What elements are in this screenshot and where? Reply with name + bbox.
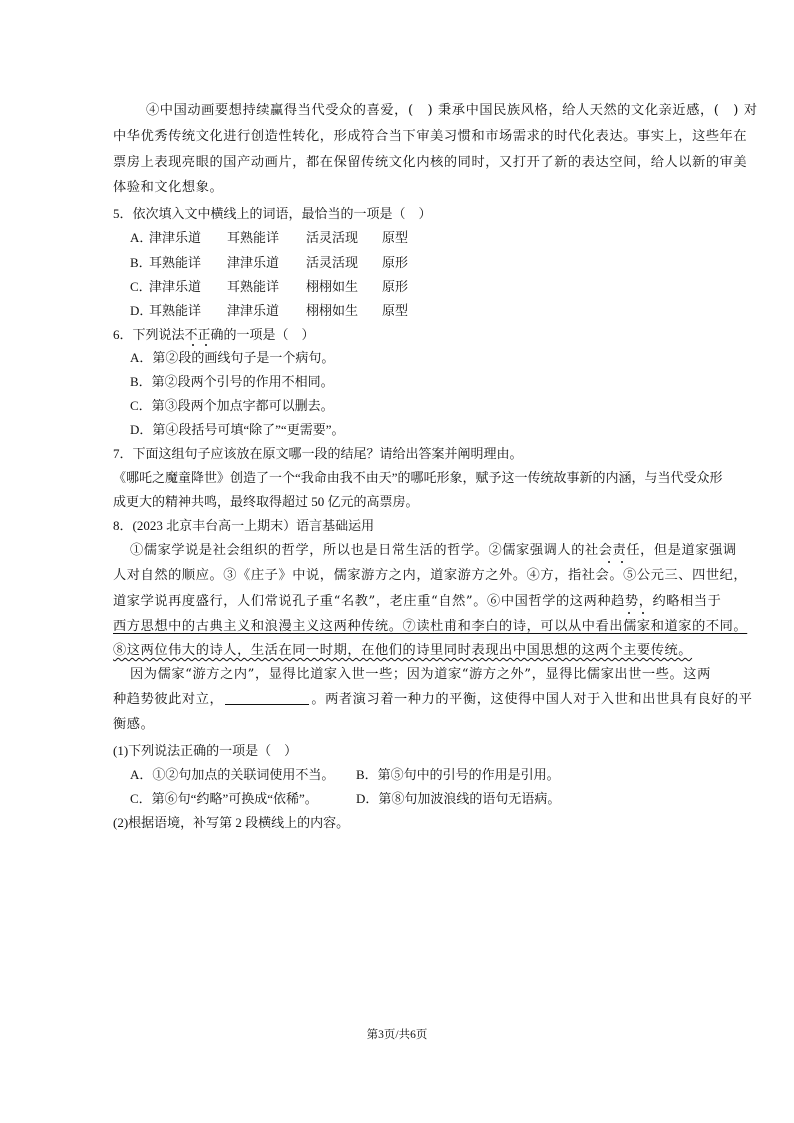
option-word: 原形 bbox=[382, 279, 409, 294]
question6-stem: 6．下列说法不正确的一项是（ ） bbox=[113, 327, 315, 342]
answer-blank[interactable] bbox=[225, 692, 309, 705]
q8-sub1-option-a[interactable]: A．①②句加点的关联词使用不当。 bbox=[130, 767, 335, 782]
emphasis-dot bbox=[628, 612, 630, 614]
option-label: A． bbox=[130, 230, 153, 245]
option-label: D． bbox=[130, 303, 153, 318]
option-word: 津津乐道 bbox=[227, 255, 280, 270]
emphasis-dot bbox=[205, 344, 207, 346]
option-word: 津津乐道 bbox=[149, 230, 202, 245]
q5-option-a[interactable] bbox=[130, 230, 450, 246]
q8-paragraph2-line2 bbox=[113, 692, 753, 708]
option-word: 津津乐道 bbox=[149, 279, 202, 294]
q8-paragraph2-line1: 因为儒家“游方之内”，显得比道家入世一些；因为道家“游方之外”，显得比儒家出世一些。这两 bbox=[130, 667, 711, 682]
option-word: 耳熟能详 bbox=[149, 303, 202, 318]
q8-sub1-option-b[interactable]: B．第⑤句中的引号的作用是引用。 bbox=[356, 767, 560, 782]
option-word: 津津乐道 bbox=[227, 303, 280, 318]
question7-line1: 《哪吒之魔童降世》创造了一个“我命由我不由天”的哪吒形象，赋予这一传统故事新的内涵，与当代受众形 bbox=[113, 470, 723, 485]
q8-paragraph2-line3: 衡感。 bbox=[113, 717, 155, 732]
q6-option-a[interactable]: A．第②段的画线句子是一个病句。 bbox=[130, 350, 335, 365]
q8-paragraph1-line5: ⑧这两位伟大的诗人，生活在同一时期，在他们的诗里同时表现出中国思想的这两个主要传统。 bbox=[113, 643, 693, 658]
question7-line2: 成更大的精神共鸣，最终取得超过 50 亿元的高票房。 bbox=[113, 494, 419, 509]
q8-paragraph1-line3: 道家学说再度盛行，人们常说孔子重“名教”，老庄重“自然”。⑥中国哲学的这两种趋势，约略相当于 bbox=[113, 594, 722, 609]
q8-paragraph1-line4: 西方思想中的古典主义和浪漫主义这两种传统。⑦读杜甫和李白的诗，可以从中看出儒家和道家的不同。 bbox=[113, 619, 748, 634]
q6-option-d[interactable]: D．第④段括号可填“除了”“更需要”。 bbox=[130, 422, 345, 437]
q5-option-d[interactable] bbox=[130, 303, 450, 319]
emphasis-dot bbox=[621, 561, 623, 563]
option-word: 耳熟能详 bbox=[227, 230, 280, 245]
option-label: C． bbox=[130, 279, 152, 294]
option-word: 栩栩如生 bbox=[306, 279, 359, 294]
option-word: 原形 bbox=[382, 255, 409, 270]
q8-paragraph1-line2: 人对自然的顺应。③《庄子》中说，儒家游方之内，道家游方之外。④方，指社会。⑤公元三、四世纪， bbox=[113, 568, 748, 583]
paragraph4-line4: 体验和文化想象。 bbox=[113, 180, 224, 195]
emphasis-dot bbox=[642, 612, 644, 614]
q6-option-c[interactable]: C．第③段两个加点字都可以删去。 bbox=[130, 398, 334, 413]
q6-option-b[interactable]: B．第②段两个引号的作用不相同。 bbox=[130, 374, 334, 389]
paragraph4-line3: 票房上表现亮眼的国产动画片，都在保留传统文化内核的同时，又打开了新的表达空间，给人以新的审美 bbox=[113, 155, 748, 170]
page-number-footer: 第3页/共6页 bbox=[366, 1029, 428, 1041]
option-word: 耳熟能详 bbox=[227, 279, 280, 294]
paragraph4-line1: ④中国动画要想持续赢得当代受众的喜爱，( ) 秉承中国民族风格，给人天然的文化亲近感，( ) 对 bbox=[146, 103, 758, 118]
question8-heading: 8．(2023 北京丰台高一上期末）语言基础运用 bbox=[113, 518, 375, 533]
option-word: 栩栩如生 bbox=[306, 303, 359, 318]
question5-stem: 5．依次填入文中横线上的词语，最恰当的一项是（ ） bbox=[113, 206, 432, 221]
paragraph2-text-after-blank: 。两者演习着一种力的平衡，这使得中国人对于入世和出世具有良好的平 bbox=[311, 692, 753, 707]
paragraph4-line2: 中华优秀传统文化进行创造性转化，形成符合当下审美习惯和市场需求的时代化表达。事实上，这些年在 bbox=[113, 129, 748, 144]
option-word: 原型 bbox=[382, 303, 409, 318]
option-word: 原型 bbox=[382, 230, 409, 245]
q8-sub1-option-d[interactable]: D．第⑧句加波浪线的语句无语病。 bbox=[356, 791, 561, 806]
q5-option-b[interactable] bbox=[130, 255, 450, 271]
q8-sub1-option-c[interactable]: C．第⑥句“约略”可换成“依稀”。 bbox=[130, 791, 318, 806]
option-label: B． bbox=[130, 255, 152, 270]
option-word: 活灵活现 bbox=[306, 255, 359, 270]
emphasis-dot bbox=[192, 344, 194, 346]
emphasis-dot bbox=[608, 561, 610, 563]
q8-sub1-stem: (1)下列说法正确的一项是（ ） bbox=[113, 743, 298, 758]
q8-paragraph1-line1: ①儒家学说是社会组织的哲学，所以也是日常生活的哲学。②儒家强调人的社会责任，但是道家强调 bbox=[130, 543, 737, 558]
paragraph2-text-before-blank: 种趋势彼此对立， bbox=[113, 692, 224, 707]
option-word: 耳熟能详 bbox=[149, 255, 202, 270]
q8-sub2-stem: (2)根据语境，补写第 2 段横线上的内容。 bbox=[113, 815, 350, 830]
option-word: 活灵活现 bbox=[306, 230, 359, 245]
question7-stem: 7．下面这组句子应该放在原文哪一段的结尾？请给出答案并阐明理由。 bbox=[113, 446, 523, 461]
q5-option-c[interactable] bbox=[130, 279, 450, 295]
